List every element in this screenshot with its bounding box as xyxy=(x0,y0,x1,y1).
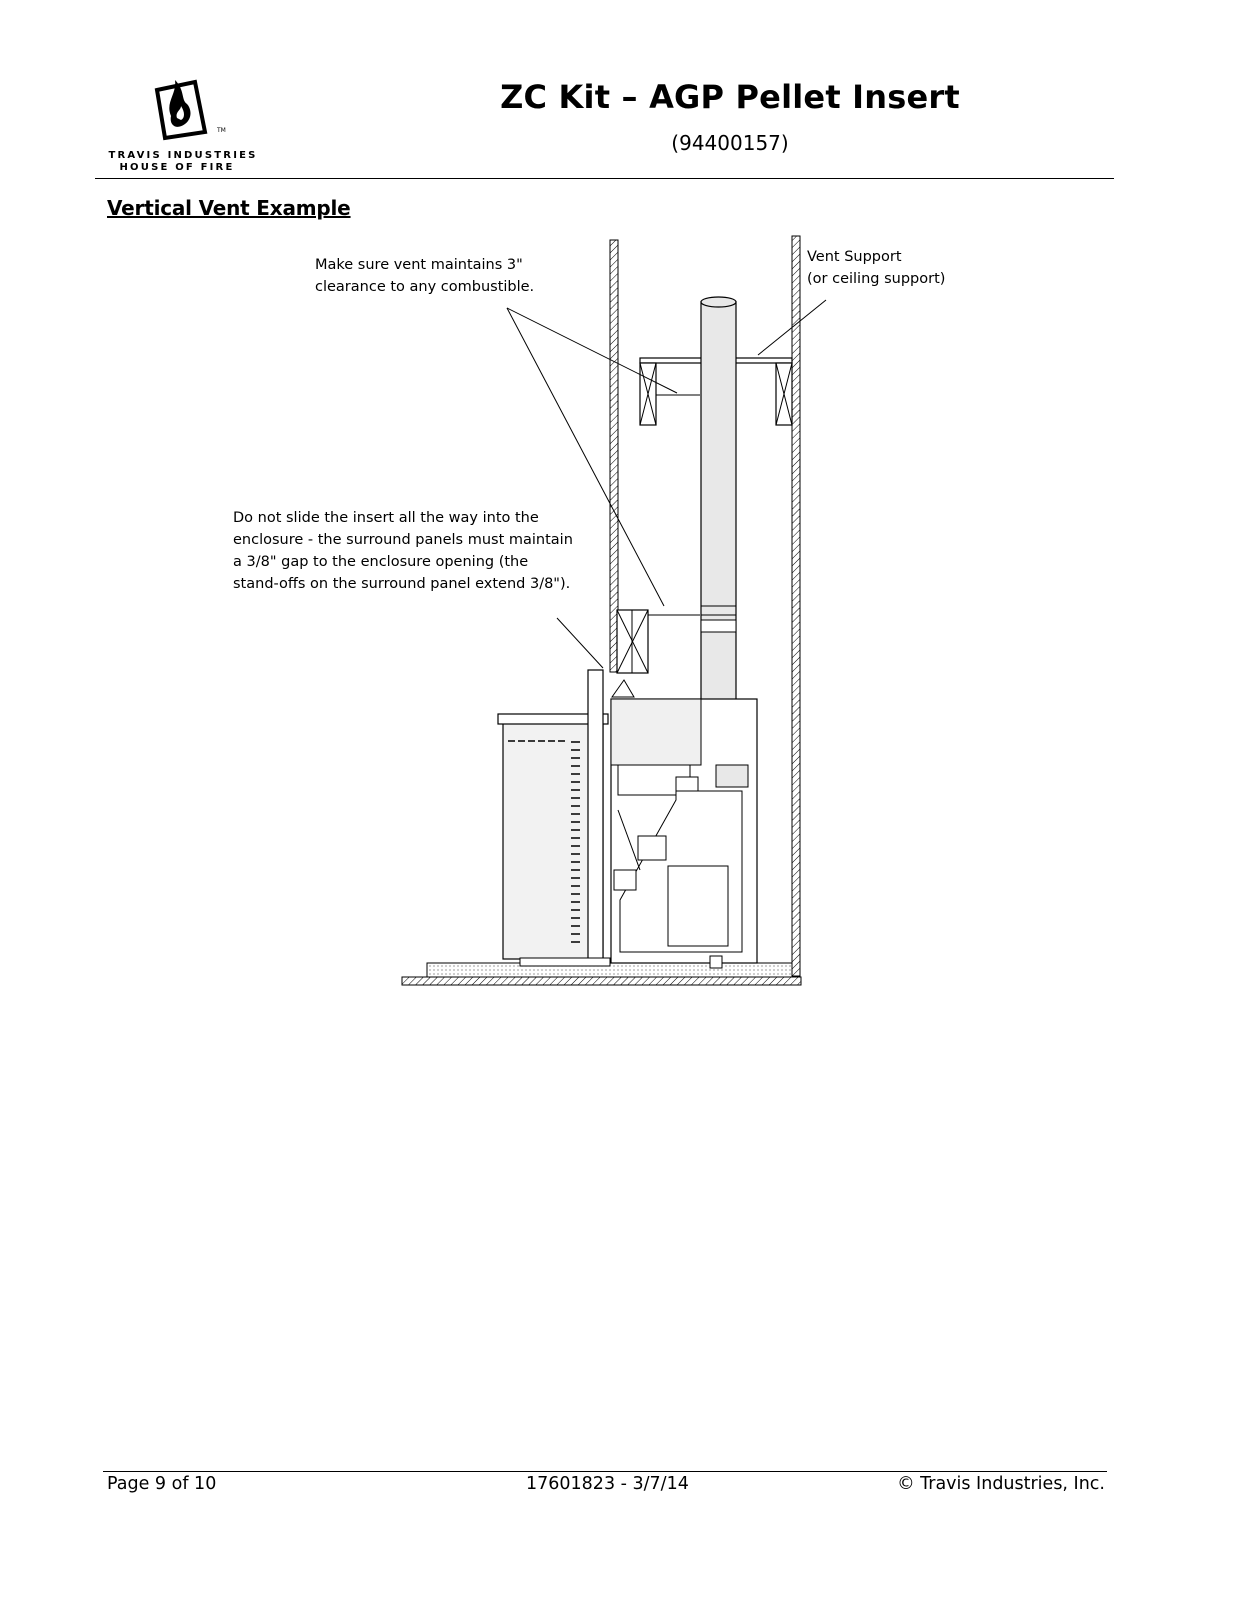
part-number: (94400157) xyxy=(671,131,789,155)
clearance-callout: Make sure vent maintains 3" clearance to any combustible. xyxy=(315,257,535,295)
enclosure-right-wall xyxy=(792,236,800,976)
vent-support-callout: Vent Support (or ceiling support) xyxy=(807,249,946,287)
surround-gap-callout: Do not slide the insert all the way into the enclosure - the surround panels must maintain a 3/8" gap to the enclosure opening (the stand-offs on the surround panel extend 3/8"). xyxy=(233,510,573,592)
company-name: TRAVIS INDUSTRIES xyxy=(108,150,258,161)
section-heading: Vertical Vent Example xyxy=(107,196,351,220)
page-number: Page 9 of 10 xyxy=(107,1474,217,1494)
firestop-block xyxy=(617,610,648,673)
page-title: ZC Kit – AGP Pellet Insert xyxy=(500,78,960,116)
company-tagline: HOUSE OF FIRE xyxy=(119,162,235,173)
document-id: 17601823 - 3/7/14 xyxy=(526,1474,689,1494)
callout-leader-lines xyxy=(507,300,826,668)
trademark-mark: TM xyxy=(217,127,226,134)
enclosure-left-wall xyxy=(610,240,618,672)
copyright: © Travis Industries, Inc. xyxy=(897,1474,1105,1494)
footer-divider xyxy=(103,1471,1107,1472)
pellet-insert xyxy=(498,670,757,968)
